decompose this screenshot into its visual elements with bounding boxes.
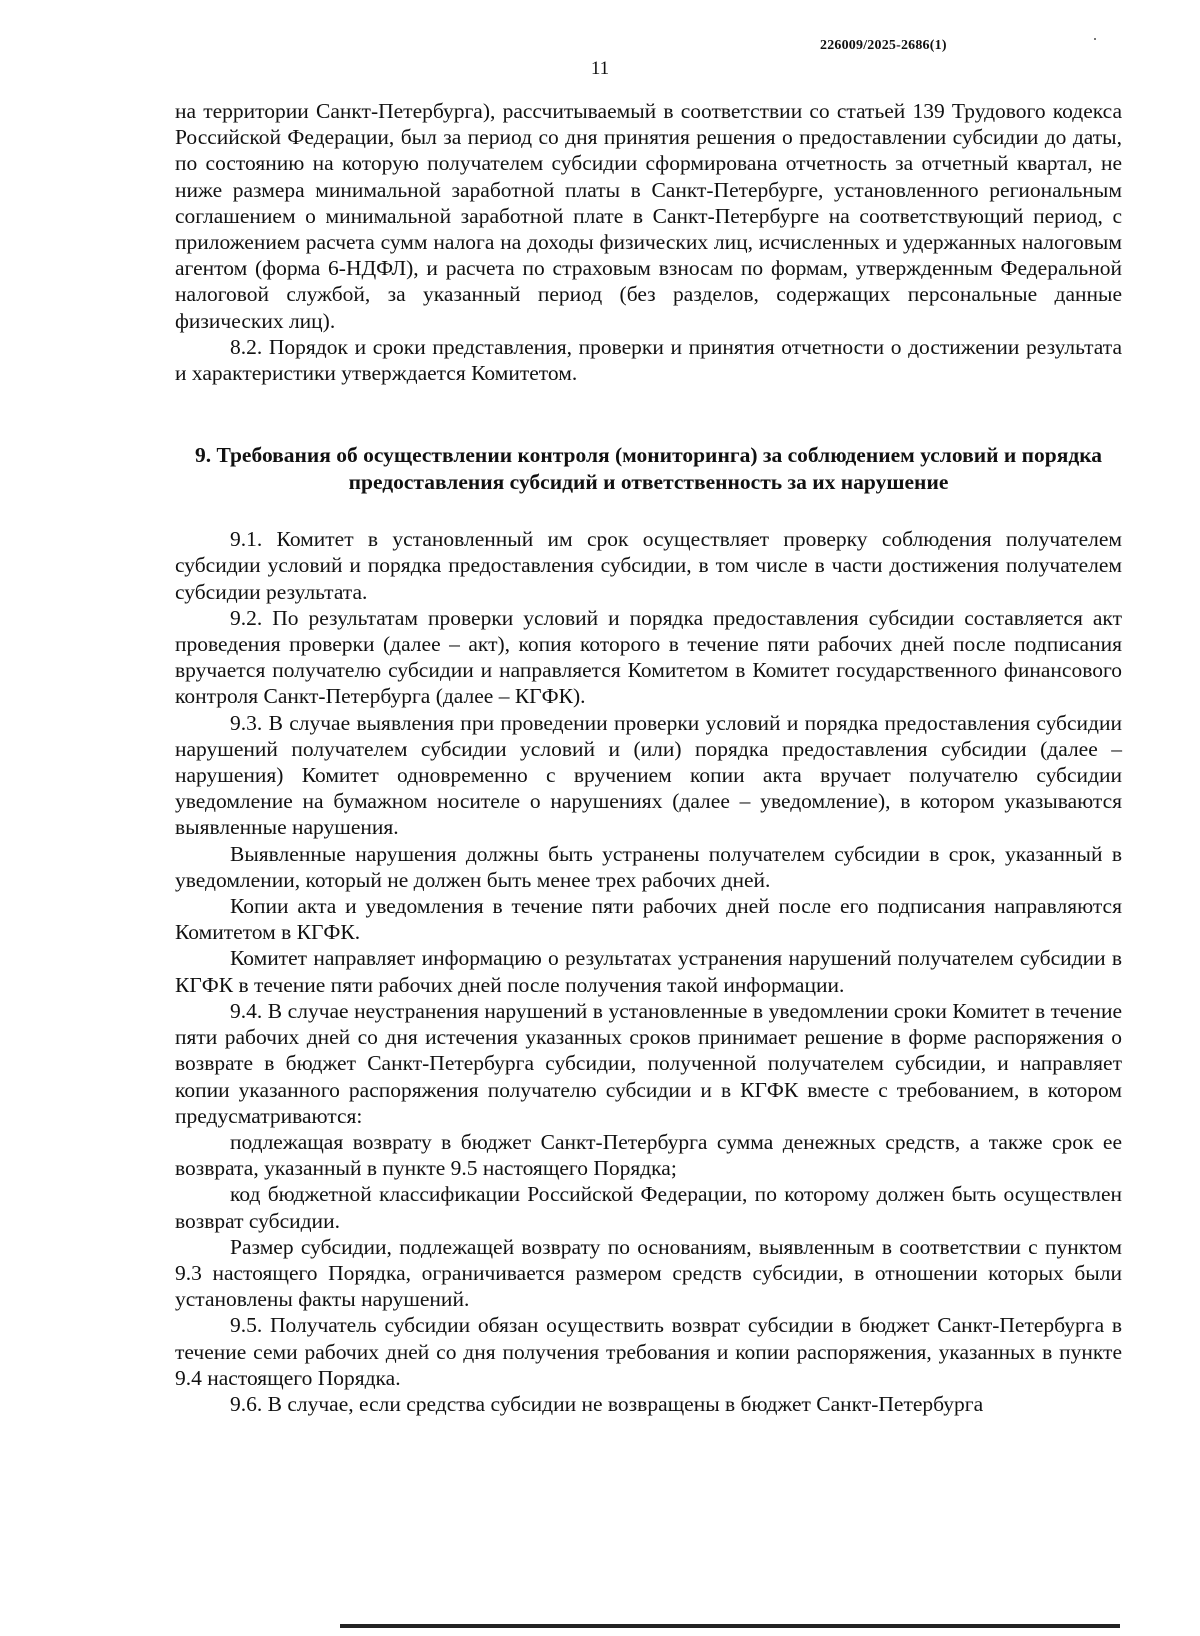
paragraph-9-4: 9.4. В случае неустранения нарушений в установленные в уведомлении сроки Комитет в течение пяти рабочих дней со дня истечения указанных сроков принимает решение в форме распоряжения о возврате в бюджет Санкт-Петербурга субсидии, полученной получателем субсидии, и направляет копии указанного распоряжения получателю субсидии и в КГФК вместе с требованием, в котором предусматриваются:: [175, 998, 1122, 1128]
paragraph-continuation: на территории Санкт-Петербурга), рассчитываемый в соответствии со статьей 139 Трудового кодекса Российской Федерации, был за период со дня принятия решения о предоставлении субсидии до даты, по состоянию на которую получателем субсидии сформирована отчетность за отчетный квартал, не ниже размера минимальной заработной платы в Санкт-Петербурге, установленного региональным соглашением о минимальной заработной плате в Санкт-Петербурге на соответствующий период, с приложением расчета сумм налога на доходы физических лиц, исчисленных и удержанных налоговым агентом (форма 6-НДФЛ), и расчета по страховым взносам по формам, утвержденным Федеральной налоговой службой, за указанный период (без разделов, содержащих персональные данные физических лиц).: [175, 99, 1122, 333]
paragraph-9-6: 9.6. В случае, если средства субсидии не возвращены в бюджет Санкт-Петербурга: [230, 1391, 984, 1416]
paragraph-9-3-copies: Копии акта и уведомления в течение пяти рабочих дней после его подписания направляются Комитетом в КГФК.: [175, 894, 1122, 945]
section-9-title: 9. Требования об осуществлении контроля (мониторинга) за соблюдением условий и порядка предоставления субсидий и ответственность за их нарушение: [194, 443, 1103, 495]
paragraph-9-1: 9.1. Комитет в установленный им срок осуществляет проверку соблюдения получателем субсидии условий и порядка предоставления субсидии, в том числе в части достижения получателем субсидии результата.: [175, 527, 1122, 604]
document-registration-number: 226009/2025-2686(1): [820, 38, 947, 53]
scan-bottom-edge: [340, 1624, 1120, 1628]
paragraph-9-3: 9.3. В случае выявления при проведении проверки условий и порядка предоставления субсидии нарушений получателем субсидии условий и (или) порядка предоставления субсидии (далее – нарушения) Комитет одновременно с вручением копии акта вручает получателю субсидии уведомление на бумажном носителе о нарушениях (далее – уведомление), в котором указываются выявленные нарушения.: [175, 710, 1122, 840]
paragraph-9-4-budget-code: код бюджетной классификации Российской Федерации, по которому должен быть осуществлен возврат субсидии.: [175, 1182, 1122, 1233]
paragraph-9-3-information: Комитет направляет информацию о результатах устранения нарушений получателем субсидии в КГФК в течение пяти рабочих дней после получения такой информации.: [175, 946, 1122, 997]
paragraph-9-4-amount: подлежащая возврату в бюджет Санкт-Петербурга сумма денежных средств, а также срок ее возврата, указанный в пункте 9.5 настоящего Порядка;: [175, 1129, 1122, 1181]
paragraph-9-2: 9.2. По результатам проверки условий и порядка предоставления субсидии составляется акт проведения проверки (далее – акт), копия которого в течение пяти рабочих дней после подписания вручается получателю субсидии и направляется Комитетом в Комитет государственного финансового контроля Санкт-Петербурга (далее – КГФК).: [175, 605, 1122, 709]
paragraph-9-4-refund-size: Размер субсидии, подлежащей возврату по основаниям, выявленным в соответствии с пунктом 9.3 настоящего Порядка, ограничивается размером средств субсидии, в отношении которых были установлены факты нарушений.: [175, 1234, 1122, 1312]
page-number: 11: [590, 58, 610, 79]
scan-artifact: [1094, 38, 1096, 40]
paragraph-8-2: 8.2. Порядок и сроки представления, проверки и принятия отчетности о достижении результата и характеристики утверждается Комитетом.: [175, 334, 1122, 386]
paragraph-9-5: 9.5. Получатель субсидии обязан осуществить возврат субсидии в бюджет Санкт-Петербурга в течение семи рабочих дней со дня получения требования и копии распоряжения, указанных в пункте 9.4 настоящего Порядка.: [175, 1313, 1122, 1390]
paragraph-9-3-violations-deadline: Выявленные нарушения должны быть устранены получателем субсидии в срок, указанный в уведомлении, который не должен быть менее трех рабочих дней.: [175, 841, 1122, 892]
document-body: [175, 98, 1122, 1417]
